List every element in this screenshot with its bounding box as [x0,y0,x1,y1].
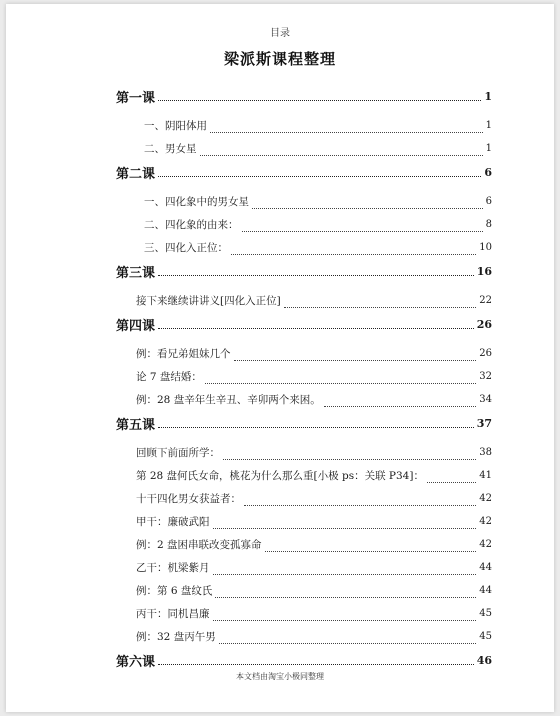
dot-leader [210,132,483,133]
toc-entry[interactable] [116,365,492,388]
dot-leader [219,643,477,644]
dot-leader [231,254,476,255]
toc-entry[interactable] [116,487,492,510]
toc-entry[interactable] [116,236,492,259]
lesson-title: 第四课 [116,318,156,334]
lesson-page: 46 [476,653,492,667]
entry-text: 乙干：机梁紫月 [136,562,210,574]
toc-entry[interactable] [116,114,492,137]
toc-entry[interactable] [116,441,492,464]
entry-page: 45 [479,631,492,642]
entry-text: 接下来继续讲讲义[四化入正位] [136,295,281,307]
entry-page: 6 [485,196,492,207]
entry-text: 丙干：同机昌廉 [136,608,210,620]
toc-entry[interactable] [116,190,492,213]
toc-lesson-2[interactable] [116,160,492,184]
dot-leader [244,505,476,506]
dot-leader [213,620,477,621]
dot-leader [213,528,477,529]
dot-leader [158,427,474,428]
entry-text: 二、男女星 [144,143,197,155]
entry-text: 例：第 6 盘纹氏 [136,585,213,597]
entry-text: 例：看兄弟姐妹几个 [136,348,231,360]
dot-leader [265,551,477,552]
entry-page: 1 [485,120,492,131]
toc-entry[interactable] [116,137,492,160]
toc-lesson-4[interactable] [116,312,492,336]
entry-text: 三、四化入正位： [144,242,228,254]
dot-leader [252,208,483,209]
dot-leader [284,307,477,308]
toc-entry[interactable] [116,388,492,411]
lesson-title: 第三课 [116,265,156,281]
entry-text: 例：2 盘困串联改变孤寡命 [136,539,262,551]
toc-entry[interactable] [116,464,492,487]
dot-leader [427,482,476,483]
lesson-page: 16 [476,264,492,278]
entry-page: 44 [479,585,492,596]
dot-leader [215,597,476,598]
entry-text: 二、四化象的由来： [144,219,239,231]
entry-page: 42 [479,516,492,527]
dot-leader [158,328,474,329]
dot-leader [223,459,476,460]
entry-text: 一、阴阳体用 [144,120,207,132]
entry-page: 34 [479,394,492,405]
entry-text: 论 7 盘结婚： [136,371,202,383]
entry-text: 一、四化象中的男女星 [144,196,249,208]
entry-page: 8 [485,219,492,230]
dot-leader [158,176,481,177]
toc-entry[interactable] [116,342,492,365]
dot-leader [234,360,477,361]
entry-page: 22 [479,295,492,306]
lesson-title: 第六课 [116,654,156,670]
dot-leader [158,664,474,665]
dot-leader [324,406,477,407]
toc-entry[interactable] [116,213,492,236]
toc-entry[interactable] [116,625,492,648]
dot-leader [158,275,474,276]
entry-text: 十干四化男女获益者： [136,493,241,505]
entry-page: 42 [479,493,492,504]
lesson-page: 1 [484,89,492,103]
table-of-contents [116,84,492,672]
entry-text: 回顾下前面所学： [136,447,220,459]
entry-text: 例：32 盘丙午男 [136,631,216,643]
dot-leader [205,383,476,384]
lesson-page: 6 [484,165,492,179]
toc-lesson-6[interactable] [116,648,492,672]
lesson-title: 第一课 [116,90,156,106]
entry-page: 42 [479,539,492,550]
entry-page: 41 [479,470,492,481]
lesson-title: 第二课 [116,166,156,182]
toc-entry[interactable] [116,533,492,556]
dot-leader [213,574,477,575]
dot-leader [200,155,483,156]
lesson-page: 37 [476,416,492,430]
dot-leader [242,231,483,232]
document-page [6,4,554,712]
lesson-page: 26 [476,317,492,331]
toc-entry[interactable] [116,579,492,602]
toc-entry[interactable] [116,602,492,625]
entry-page: 38 [479,447,492,458]
entry-page: 26 [479,348,492,359]
entry-page: 32 [479,371,492,382]
entry-page: 10 [479,242,492,253]
entry-text: 例：28 盘辛年生辛丑、辛卯两个来困。 [136,394,321,406]
page-footer: 本文档由淘宝小极同整理 [236,672,324,681]
entry-text: 甲干：廉破武阳 [136,516,210,528]
entry-page: 1 [485,143,492,154]
header-label: 目录 [270,28,290,39]
toc-entry[interactable] [116,289,492,312]
toc-lesson-1[interactable] [116,84,492,108]
dot-leader [158,100,481,101]
entry-page: 44 [479,562,492,573]
entry-page: 45 [479,608,492,619]
toc-lesson-5[interactable] [116,411,492,435]
toc-lesson-3[interactable] [116,259,492,283]
lesson-title: 第五课 [116,417,156,433]
entry-text: 第 28 盘何氏女命，桃花为什么那么重[小极 ps：关联 P34]： [136,470,424,482]
toc-entry[interactable] [116,556,492,579]
toc-entry[interactable] [116,510,492,533]
document-title: 梁派斯课程整理 [223,50,336,68]
